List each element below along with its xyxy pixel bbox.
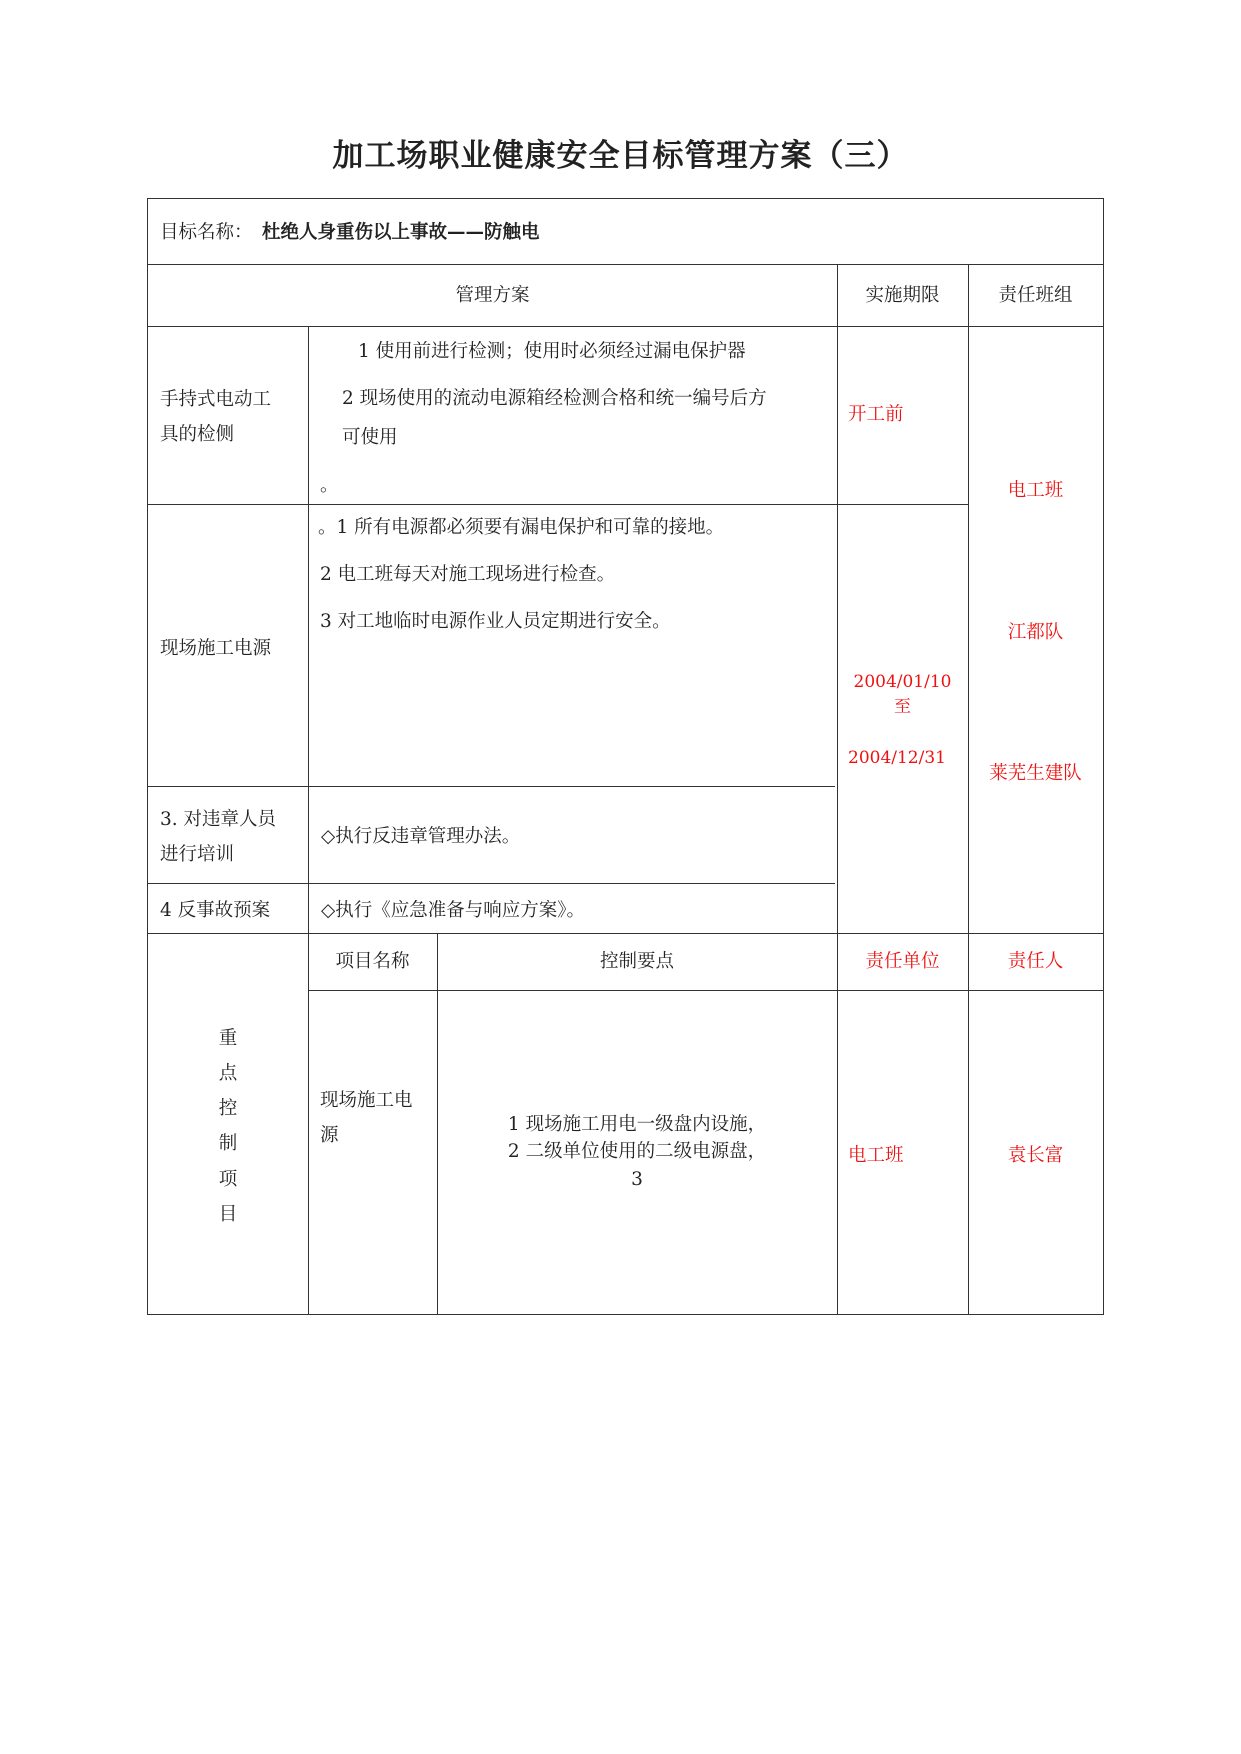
control-point: 3: [631, 1169, 643, 1190]
plan-item: 3 对工地临时电源作业人员定期进行安全。: [320, 611, 671, 632]
key-control-label-char: 制: [218, 1133, 238, 1154]
row-title: 手持式电动工: [160, 389, 272, 410]
page-title: 加工场职业健康安全目标管理方案（三）: [332, 138, 909, 174]
grid-line: [148, 326, 1103, 327]
grid-line: [309, 990, 1103, 991]
row-title: 4 反事故预案: [160, 900, 271, 921]
row-title: 进行培训: [160, 844, 235, 865]
plan-item: ◇执行反违章管理办法。: [321, 826, 521, 847]
key-control-label-char: 点: [218, 1063, 238, 1084]
responsible-person: 袁长富: [1007, 1145, 1064, 1166]
plan-item: 2 电工班每天对施工现场进行检查。: [320, 564, 616, 585]
group-name: 江都队: [1007, 622, 1064, 643]
plan-item: 可使用: [342, 427, 398, 448]
target-value: 杜绝人身重伤以上事故——防触电: [262, 222, 540, 243]
grid-line: [148, 786, 835, 787]
grid-line: [148, 504, 968, 505]
group-name: 莱芜生建队: [989, 763, 1082, 784]
period-value: 开工前: [848, 404, 904, 425]
control-point: 1 现场施工用电一级盘内设施，: [507, 1114, 767, 1135]
management-plan-table: [147, 198, 1104, 1315]
header-item-name: 项目名称: [335, 951, 410, 972]
target-label: 目标名称：: [160, 222, 253, 243]
grid-line: [308, 326, 309, 1314]
grid-line: [148, 933, 1103, 934]
header-period: 实施期限: [865, 285, 940, 306]
key-control-label-char: 控: [218, 1098, 238, 1119]
plan-item: 2 现场使用的流动电源箱经检测合格和统一编号后方: [342, 388, 767, 409]
key-control-label-char: 目: [218, 1204, 238, 1225]
key-control-label-char: 重: [218, 1028, 238, 1049]
plan-item: ◇执行《应急准备与响应方案》。: [321, 900, 585, 921]
control-item-name: 现场施工电: [320, 1090, 413, 1111]
period-end: 2004/12/31: [848, 748, 946, 768]
group-name: 电工班: [1007, 480, 1064, 501]
grid-line: [837, 264, 838, 1314]
header-group: 责任班组: [998, 285, 1073, 306]
header-responsible-person: 责任人: [1007, 951, 1064, 972]
row-title: 3. 对违章人员: [160, 809, 277, 830]
period-to: 至: [894, 697, 911, 717]
header-control-points: 控制要点: [599, 951, 674, 972]
plan-item: 。: [320, 475, 339, 496]
plan-item: 1 使用前进行检测；使用时必须经过漏电保护器: [358, 341, 746, 362]
header-responsible-unit: 责任单位: [865, 951, 940, 972]
responsible-unit: 电工班: [848, 1145, 904, 1166]
control-point: 2 二级单位使用的二级电源盘，: [507, 1141, 767, 1162]
grid-line: [148, 883, 835, 884]
control-item-name: 源: [320, 1125, 339, 1146]
plan-item: 。1 所有电源都必须要有漏电保护和可靠的接地。: [318, 517, 725, 538]
header-plan: 管理方案: [455, 285, 530, 306]
grid-line: [148, 264, 1103, 265]
row-title: 现场施工电源: [160, 638, 272, 659]
row-title: 具的检侧: [160, 424, 235, 445]
key-control-label-char: 项: [218, 1169, 238, 1190]
period-start: 2004/01/10: [853, 672, 952, 692]
